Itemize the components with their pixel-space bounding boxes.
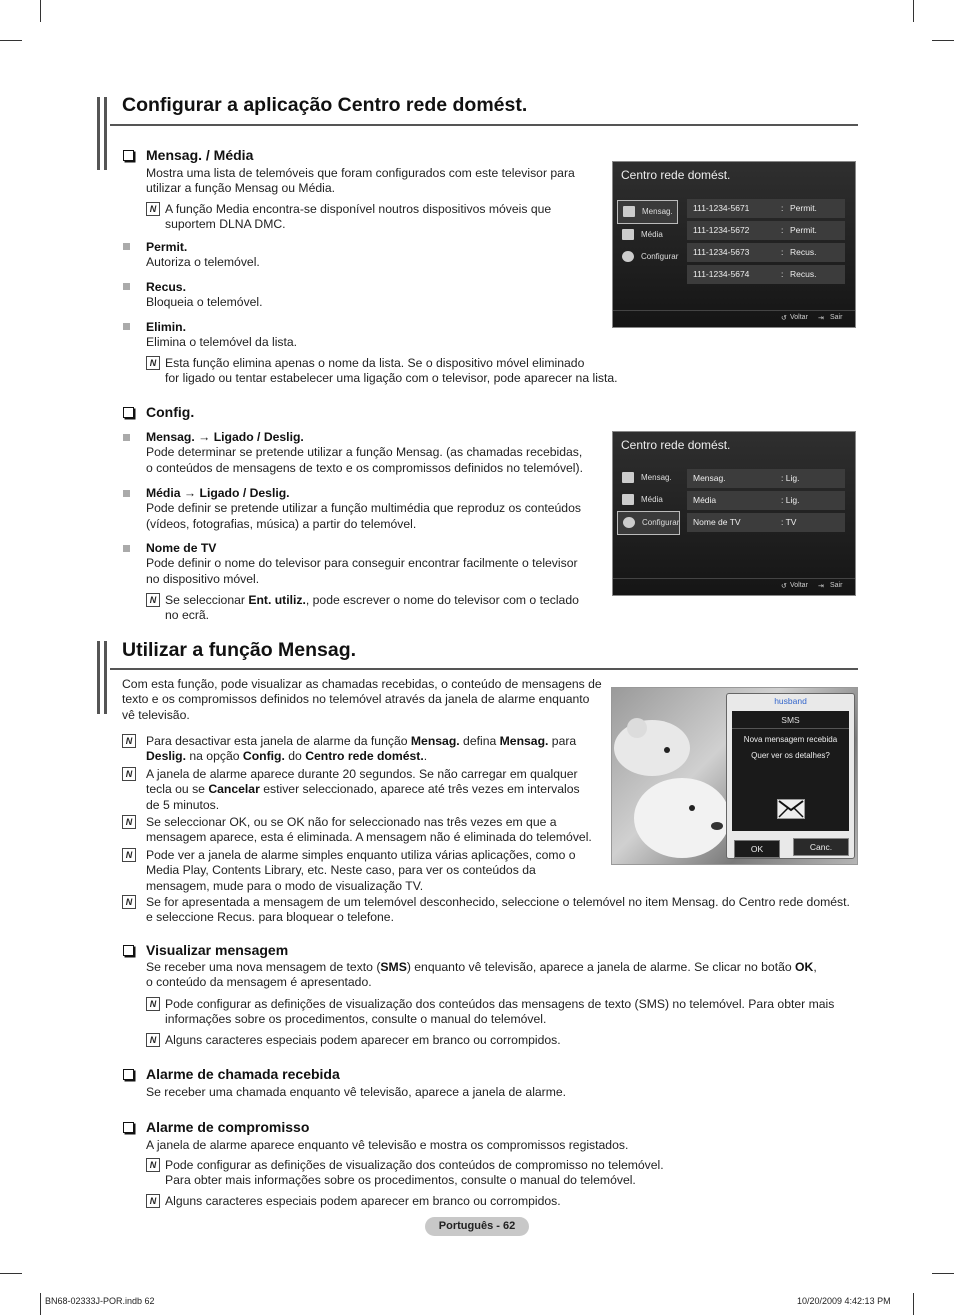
gear-icon [623, 517, 635, 528]
tv-screen-config [612, 431, 856, 596]
screen-footer [613, 578, 855, 595]
config-item-mensag: Mensag. → Ligado / Deslig. Pode determinar se pretende utilizar a função Mensag. (as chamadas recebidas, o conteúdos de mensagens de texto e os compromissos definidos no telemóvel). [146, 430, 583, 475]
crop-mark [40, 0, 41, 22]
device-row[interactable]: 111-1234-5672 : Permit. [687, 221, 845, 240]
sender-label: husband [774, 696, 807, 706]
exit-button[interactable]: Sair [830, 582, 843, 589]
tv-screen-list [612, 161, 856, 328]
crop-mark [913, 0, 914, 22]
media-icon [622, 229, 634, 240]
section-title: Configurar a aplicação Centro rede domést. [122, 94, 528, 116]
config-row[interactable]: Média : Lig. [687, 491, 845, 510]
message-type: SMS [781, 715, 800, 725]
section-rule [110, 668, 858, 670]
exit-button[interactable]: Sair [830, 314, 843, 321]
note-icon: N [146, 1158, 160, 1172]
alarm-window [726, 693, 855, 859]
note-text: Se seleccionar OK, ou se OK não for seleccionado nas três vezes em que a mensagem aparece, esta é eliminada. A mensagem não é eliminada do telemóvel. [146, 815, 592, 845]
note-text: Esta função elimina apenas o nome da lista. Se o dispositivo móvel eliminado for ligado ou tentar estabelecer uma ligação com o televisor, pode aparecer na lista. [165, 356, 618, 386]
cancel-button[interactable]: Canc. [793, 838, 849, 856]
config-item-nome-tv: Nome de TV Pode definir o nome do televisor para conseguir encontrar facilmente o televisor no dispositivo móvel. [146, 541, 578, 586]
paragraph: A janela de alarme aparece enquanto vê televisão e mostra os compromissos registados. [146, 1138, 629, 1152]
menu-item-media[interactable]: Média [617, 224, 678, 246]
note-icon: N [146, 202, 160, 216]
menu-item-media[interactable]: Média [617, 489, 680, 511]
checkbox-icon [123, 945, 134, 956]
note-text: Pode configurar as definições de visualização dos conteúdos das mensagens de texto (SMS) no telemóvel. Para obter mais informações sobre os procedimentos, consulte o manual do telemóvel. [165, 997, 835, 1027]
crop-mark [40, 1293, 41, 1315]
paragraph: Mostra uma lista de telemóveis que foram configurados com este televisor para utilizar a função Mensag ou Média. [146, 166, 575, 196]
back-button[interactable]: Voltar [790, 314, 808, 321]
crop-mark [932, 40, 954, 41]
note-icon: N [122, 767, 136, 781]
item-permit: Permit. Autoriza o telemóvel. [146, 240, 260, 270]
divider [732, 728, 849, 729]
section-rule [110, 124, 858, 126]
note-text: A função Media encontra-se disponível noutros dispositivos móveis que suportem DLNA DMC. [165, 202, 552, 232]
crop-mark [0, 1273, 22, 1274]
screen-menu [617, 200, 678, 268]
checkbox-icon [123, 1069, 134, 1080]
note-icon: N [122, 848, 136, 862]
print-date: 10/20/2009 4:42:13 PM [797, 1296, 891, 1306]
device-row[interactable]: 111-1234-5674 : Recus. [687, 265, 845, 284]
back-icon: ↺ [781, 315, 787, 322]
note-icon: N [146, 1194, 160, 1208]
envelope-icon [623, 206, 635, 217]
screen-title: Centro rede domést. [621, 168, 731, 182]
crop-mark [932, 1273, 954, 1274]
ok-button[interactable]: OK [734, 840, 780, 858]
bullet-icon [123, 545, 130, 552]
config-row[interactable]: Mensag. : Lig. [687, 469, 845, 488]
paragraph: Se receber uma chamada enquanto vê televisão, aparece a janela de alarme. [146, 1085, 567, 1099]
note-text: Se seleccionar Ent. utiliz., pode escrever o nome do televisor com o teclado no ecrã. [165, 593, 579, 623]
popup-screenshot [611, 687, 858, 865]
screen-footer [613, 310, 855, 327]
note-icon: N [146, 356, 160, 370]
gear-icon [622, 251, 634, 262]
config-item-media: Média → Ligado / Deslig. Pode definir se pretende utilizar a função multimédia que reproduz os conteúdos (vídeos, fotografias, música) a partir do telemóvel. [146, 486, 581, 531]
bullet-icon [123, 323, 130, 330]
bullet-icon [123, 490, 130, 497]
section-bar [97, 97, 109, 170]
section-bar [97, 641, 109, 714]
message-panel [732, 711, 849, 831]
screen-menu [617, 467, 680, 535]
message-text: Nova mensagem recebida [743, 735, 838, 744]
section-title: Utilizar a função Mensag. [122, 639, 357, 661]
bullet-icon [123, 434, 130, 441]
checkbox-icon [123, 1122, 134, 1133]
note-text: A janela de alarme aparece durante 20 segundos. Se não carregar em qualquer tecla ou se Cancelar estiver seleccionado, aparece até três vezes em intervalos de 5 minutos. [146, 767, 580, 812]
heading-visualizar: Visualizar mensagem [123, 942, 288, 958]
envelope-icon [622, 472, 634, 483]
heading-config: Config. [123, 404, 194, 420]
crop-mark [913, 1293, 914, 1315]
note-text: Se for apresentada a mensagem de um telemóvel desconhecido, seleccione o telemóvel no item Mensag. do Centro rede domést. e seleccione Recus. para bloquear o telefone. [146, 895, 850, 925]
screen-title: Centro rede domést. [621, 438, 731, 452]
item-recus: Recus. Bloqueia o telemóvel. [146, 280, 263, 310]
media-icon [622, 494, 634, 505]
config-list [687, 469, 845, 535]
bullet-icon [123, 283, 130, 290]
crop-mark [0, 40, 22, 41]
heading-chamada: Alarme de chamada recebida [123, 1066, 340, 1082]
envelope-icon [777, 799, 805, 819]
note-icon: N [146, 593, 160, 607]
paragraph: Se receber uma nova mensagem de texto (SMS) enquanto vê televisão, aparece a janela de alarme. Se clicar no botão OK, o conteúdo da mensagem é apresentado. [146, 960, 817, 990]
device-list [687, 199, 845, 287]
device-row[interactable]: 111-1234-5671 : Permit. [687, 199, 845, 218]
note-text: Alguns caracteres especiais podem aparecer em branco ou corrompidos. [165, 1194, 561, 1208]
device-row[interactable]: 111-1234-5673 : Recus. [687, 243, 845, 262]
bullet-icon [123, 243, 130, 250]
note-text: Pode ver a janela de alarme simples enquanto utiliza várias aplicações, como o Media Play, Contents Library, etc. Neste caso, para ver os conteúdos da mensagem, mude para o modo de visualização TV. [146, 848, 576, 893]
config-row[interactable]: Nome de TV : TV [687, 513, 845, 532]
intro-paragraph: Com esta função, pode visualizar as chamadas recebidas, o conteúdo de mensagens de texto e os compromissos definidos no telemóvel através da janela de alarme enquanto vê televisão. [122, 677, 602, 722]
note-icon: N [146, 997, 160, 1011]
file-name: BN68-02333J-POR.indb 62 [45, 1296, 155, 1306]
menu-item-mensag[interactable]: Mensag. [617, 467, 680, 489]
note-icon: N [122, 895, 136, 909]
menu-item-configurar[interactable]: Configurar [617, 246, 678, 268]
note-text: Pode configurar as definições de visualização dos conteúdos de compromisso no telemóvel. Para obter mais informações sobre os procedimentos, consulte o manual do telemóvel. [165, 1158, 664, 1188]
checkbox-icon [123, 150, 134, 161]
note-icon: N [146, 1033, 160, 1047]
exit-icon: ⇥ [818, 583, 824, 590]
message-question: Quer ver os detalhes? [751, 751, 830, 760]
menu-item-mensag[interactable]: Mensag. [617, 200, 678, 224]
menu-item-configurar[interactable]: Configurar [617, 511, 680, 535]
note-icon: N [122, 734, 136, 748]
heading-compromisso: Alarme de compromisso [123, 1119, 309, 1135]
back-icon: ↺ [781, 583, 787, 590]
note-icon: N [122, 815, 136, 829]
item-elimin: Elimin. Elimina o telemóvel da lista. [146, 320, 298, 350]
note-text: Para desactivar esta janela de alarme da função Mensag. defina Mensag. para Deslig. na opção Config. do Centro rede domést.. [146, 734, 577, 764]
page-number: Português - 62 [425, 1217, 529, 1236]
heading-mensag-media: Mensag. / Média [123, 147, 253, 163]
back-button[interactable]: Voltar [790, 582, 808, 589]
note-text: Alguns caracteres especiais podem aparecer em branco ou corrompidos. [165, 1033, 561, 1047]
checkbox-icon [123, 407, 134, 418]
exit-icon: ⇥ [818, 315, 824, 322]
